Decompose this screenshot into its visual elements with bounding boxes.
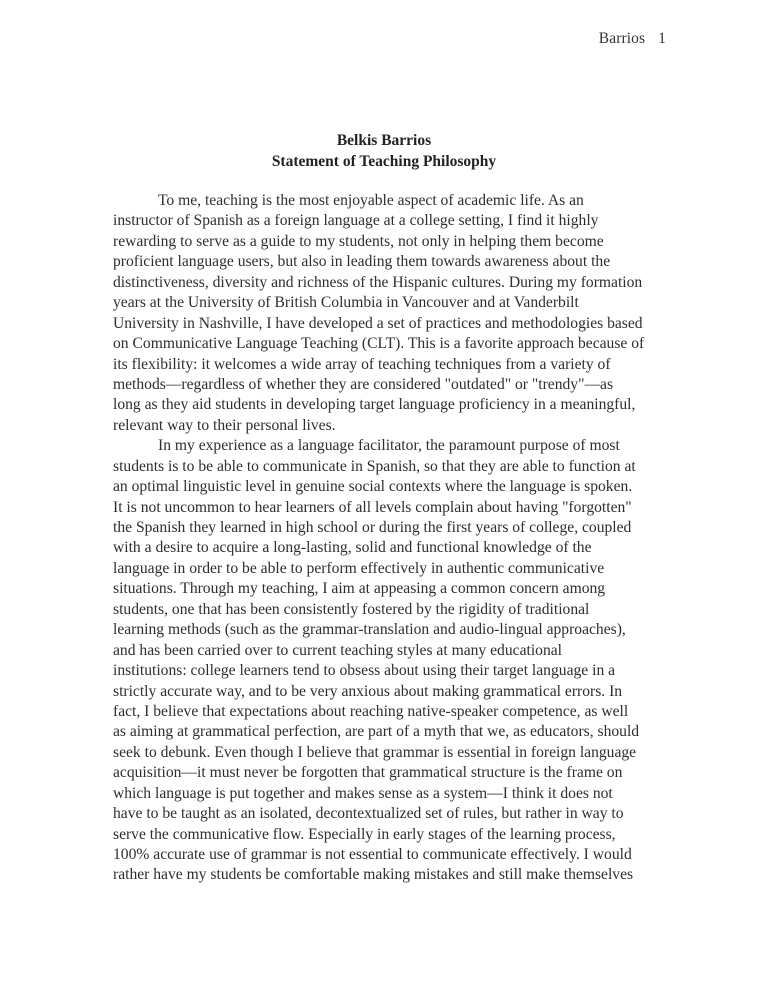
text-line: relevant way to their personal lives. xyxy=(113,416,336,434)
text-line: on Communicative Language Teaching (CLT). This is a favorite approach because of xyxy=(113,335,645,353)
header-author-surname: Barrios xyxy=(598,30,646,47)
text-line: situations. Through my teaching, I aim at appeasing a common concern among xyxy=(113,580,606,598)
text-line: acquisition—it must never be forgotten that grammatical structure is the frame on xyxy=(113,764,623,782)
text-line: methods—regardless of whether they are considered "outdated" or "trendy"—as xyxy=(113,375,614,393)
text-line: rewarding to serve as a guide to my students, not only in helping them become xyxy=(113,232,604,250)
text-line: rather have my students be comfortable making mistakes and still make themselves xyxy=(113,866,634,884)
text-line: 100% accurate use of grammar is not essential to communicate effectively. I would xyxy=(113,846,632,863)
document-title: Statement of Teaching Philosophy xyxy=(271,152,497,170)
running-header xyxy=(599,30,666,48)
author-name: Belkis Barrios xyxy=(336,132,432,149)
text-line: serve the communicative flow. Especially in early stages of the learning process, xyxy=(113,825,616,843)
text-line: distinctiveness, diversity and richness of the Hispanic cultures. During my formation xyxy=(113,273,643,291)
text-line: learning methods (such as the grammar-translation and audio-lingual approaches), xyxy=(113,621,626,639)
text-line: students, one that has been consistently fostered by the rigidity of traditional xyxy=(113,600,590,618)
text-line: its flexibility: it welcomes a wide array of teaching techniques from a variety of xyxy=(113,355,611,373)
text-line: In my experience as a language facilitator, the paramount purpose of most xyxy=(158,437,620,455)
text-line: as aiming at grammatical perfection, are part of a myth that we, as educators, should xyxy=(113,723,640,741)
page-number: 1 xyxy=(658,30,666,47)
text-line: language in order to be able to perform effectively in authentic communicative xyxy=(113,559,605,577)
text-line: long as they aid students in developing target language proficiency in a meaningful, xyxy=(113,396,636,414)
text-line: To me, teaching is the most enjoyable aspect of academic life. As an xyxy=(158,192,584,209)
title-block xyxy=(0,131,768,172)
text-line: proficient language users, but also in leading them towards awareness about the xyxy=(113,253,611,271)
text-line: It is not uncommon to hear learners of all levels complain about having "forgotten" xyxy=(113,498,632,516)
text-line: students is to be able to communicate in Spanish, so that they are able to function at xyxy=(113,457,636,475)
text-line: with a desire to acquire a long-lasting, solid and functional knowledge of the xyxy=(113,539,592,557)
paragraph-1 xyxy=(113,191,668,436)
text-line: institutions: college learners tend to obsess about using their target language in a xyxy=(113,662,616,680)
text-line: years at the University of British Columbia in Vancouver and at Vanderbilt xyxy=(113,294,579,312)
text-line: fact, I believe that expectations about reaching native-speaker competence, as well xyxy=(113,702,629,720)
paragraph-2 xyxy=(113,436,668,886)
text-line: and has been carried over to current teaching styles at many educational xyxy=(113,641,562,659)
text-line: which language is put together and makes sense as a system—I think it does not xyxy=(113,784,613,802)
text-line: seek to debunk. Even though I believe that grammar is essential in foreign language xyxy=(113,743,637,761)
text-line: the Spanish they learned in high school or during the first years of college, coupled xyxy=(113,519,632,536)
document-body xyxy=(113,191,668,886)
text-line: an optimal linguistic level in genuine social contexts where the language is spoken. xyxy=(113,478,633,496)
text-line: strictly accurate way, and to be very anxious about making grammatical errors. In xyxy=(113,682,623,700)
text-line: have to be taught as an isolated, decontextualized set of rules, but rather in way to xyxy=(113,805,624,823)
text-line: University in Nashville, I have developed a set of practices and methodologies based xyxy=(113,314,643,332)
text-line: instructor of Spanish as a foreign language at a college setting, I find it highly xyxy=(113,212,599,230)
